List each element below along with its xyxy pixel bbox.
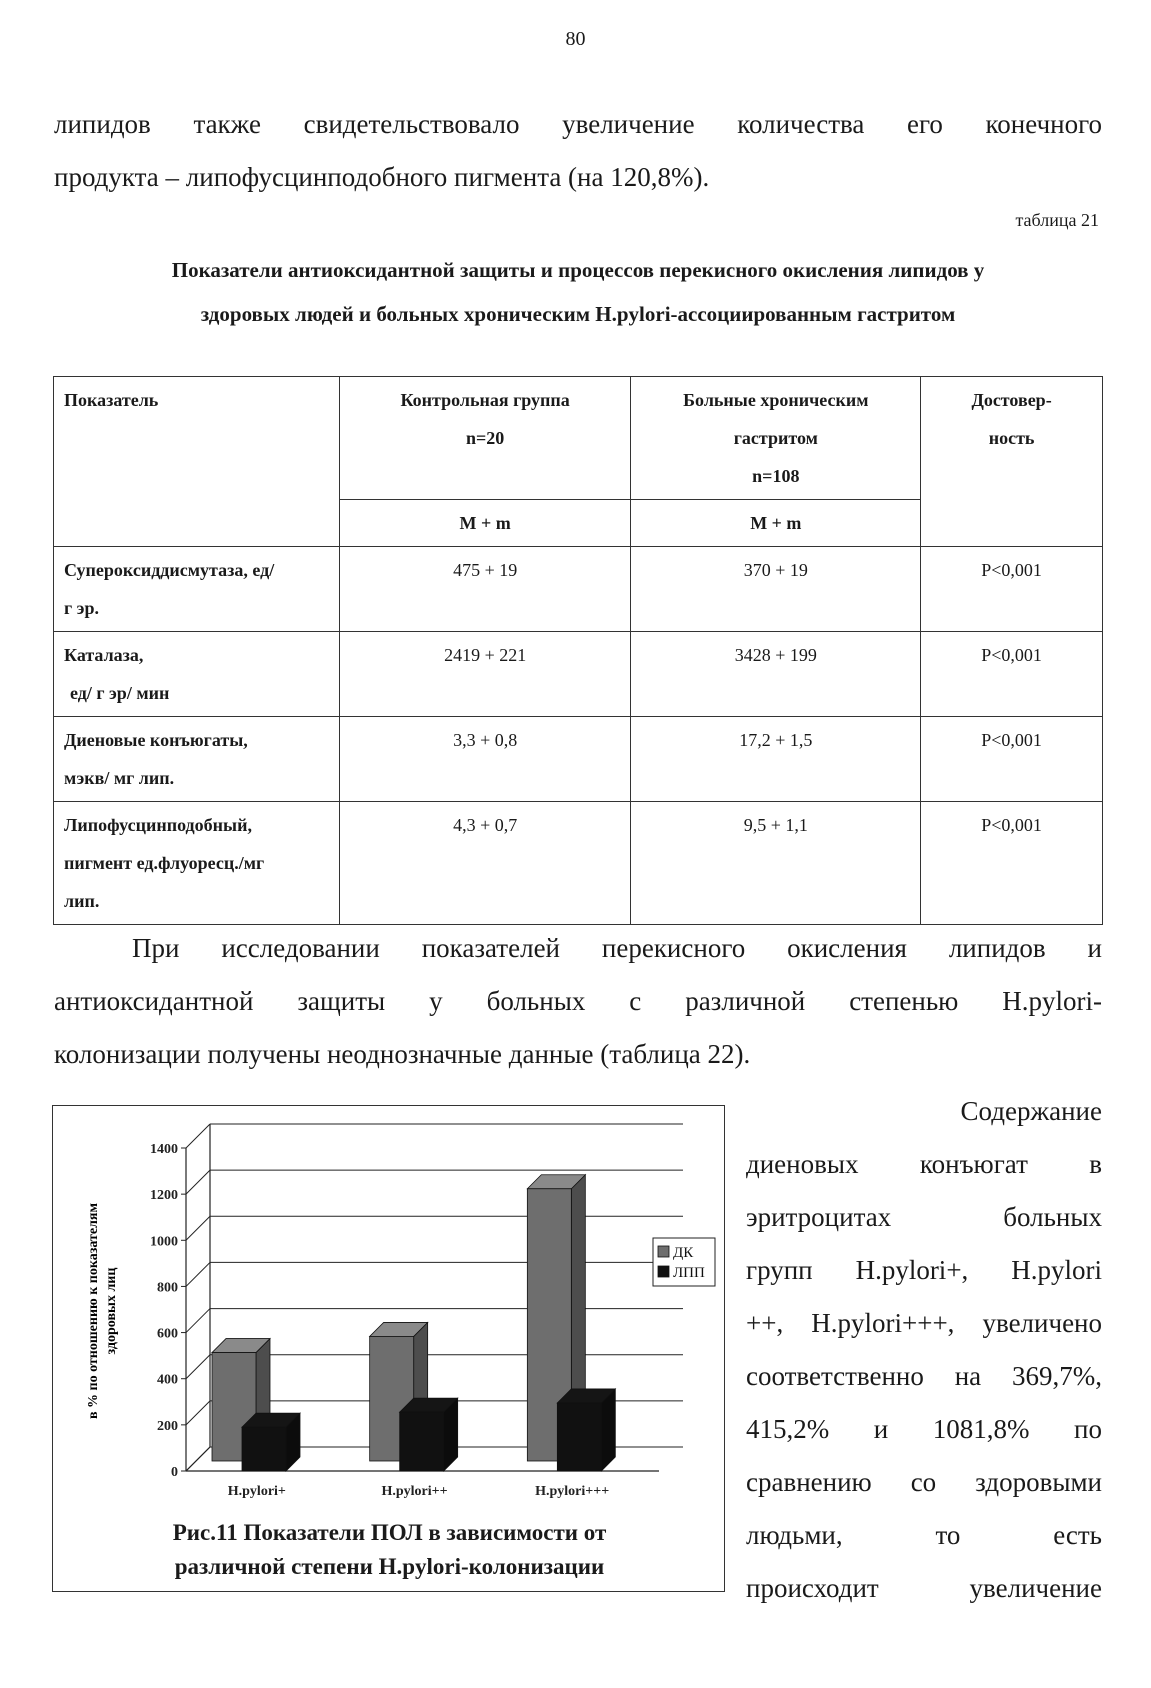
row-label: [54, 547, 340, 632]
header-line: n=108: [752, 466, 800, 486]
bar-chart: [53, 1106, 726, 1516]
legend-label: ЛПП: [673, 1265, 705, 1281]
table-row: [54, 717, 1103, 802]
cell-p: P<0,001: [921, 802, 1103, 925]
cell-control: 475 + 19: [339, 547, 631, 632]
cell-p: P<0,001: [921, 632, 1103, 717]
table-title: [54, 248, 1102, 336]
side-text-line: соответственно на 369,7%,: [746, 1361, 1102, 1391]
row-label-line: г эр.: [64, 598, 99, 618]
legend-label: ДК: [673, 1245, 694, 1261]
grid-depth-line: [186, 1447, 210, 1471]
x-category-label: H.pylori+: [227, 1484, 286, 1499]
table-title-line: здоровых людей и больных хроническим H.pylori-ассоциированным гастритом: [200, 302, 956, 326]
subheader-control: M + m: [339, 500, 631, 547]
data-table: [53, 376, 1103, 925]
header-line: Контрольная группа: [400, 390, 570, 410]
header-indicator: Показатель: [54, 377, 340, 547]
caption-line: Рис.11 Показатели ПОЛ в зависимости от: [172, 1520, 607, 1545]
cell-patients: 3428 + 199: [631, 632, 921, 717]
row-label-line: Супероксиддисмутаза, ед/: [64, 560, 275, 580]
cell-p: P<0,001: [921, 717, 1103, 802]
header-control: [339, 377, 631, 500]
grid-depth-line: [186, 1262, 210, 1286]
y-axis-label: в % по отношению к показателям: [86, 1202, 101, 1420]
y-tick-label: 400: [157, 1372, 178, 1388]
table-row: [54, 802, 1103, 925]
y-tick-label: 200: [157, 1418, 178, 1434]
grid-depth-line: [186, 1216, 210, 1240]
paragraph-line: колонизации получены неоднозначные данные (таблица 22).: [54, 1039, 751, 1069]
row-label-line: ед/ г эр/ мин: [70, 683, 170, 703]
side-text-line: групп H.pylori+, H.pylori: [746, 1255, 1102, 1285]
side-text-line: людьми, то есть: [746, 1520, 1102, 1550]
row-label-line: Каталаза,: [64, 645, 144, 665]
grid-depth-line: [186, 1355, 210, 1379]
header-line: гастритом: [733, 428, 818, 448]
x-category-label: H.pylori+++: [535, 1484, 610, 1499]
row-label-line: Диеновые конъюгаты,: [64, 730, 248, 750]
table-row: [54, 547, 1103, 632]
cell-patients: 370 + 19: [631, 547, 921, 632]
x-category-label: H.pylori++: [381, 1484, 448, 1499]
chart-legend: [653, 1238, 715, 1286]
side-text-line: эритроцитах больных: [746, 1202, 1102, 1232]
side-text-line: 415,2% и 1081,8% по: [746, 1414, 1102, 1444]
cell-patients: 17,2 + 1,5: [631, 717, 921, 802]
cell-control: 3,3 + 0,8: [339, 717, 631, 802]
table-title-line: Показатели антиоксидантной защиты и процессов перекисного окисления липидов у: [171, 258, 985, 282]
paragraph-line: При исследовании показателей перекисного окисления липидов и: [132, 933, 1102, 963]
chart-caption: [53, 1516, 726, 1584]
y-tick-label: 800: [157, 1280, 178, 1296]
side-text-line: ++, H.pylori+++, увеличено: [746, 1308, 1102, 1338]
table-label: таблица 21: [1015, 210, 1099, 230]
cell-p: P<0,001: [921, 547, 1103, 632]
header-line: n=20: [466, 428, 505, 448]
bar-ЛПП-H.pylori++: [400, 1398, 458, 1471]
paragraph-line: продукта – липофусцинподобного пигмента (на 120,8%).: [54, 162, 710, 192]
cell-control: 4,3 + 0,7: [339, 802, 631, 925]
header-line: Больные хроническим: [683, 390, 869, 410]
grid-depth-line: [186, 1309, 210, 1333]
side-text-line: диеновых конъюгат в: [746, 1149, 1102, 1179]
header-line: ность: [988, 428, 1035, 448]
cell-patients: 9,5 + 1,1: [631, 802, 921, 925]
y-axis-label: здоровых лиц: [104, 1267, 119, 1355]
subheader-patients: M + m: [631, 500, 921, 547]
page-number: 80: [565, 28, 586, 50]
paragraph-intro: [54, 98, 1102, 204]
row-label: [54, 802, 340, 925]
paragraph-line: антиоксидантной защиты у больных с различной степенью H.pylori-: [54, 986, 1102, 1016]
legend-swatch: [658, 1266, 669, 1277]
grid-depth-line: [186, 1124, 210, 1148]
row-label-line: лип.: [64, 891, 100, 911]
side-text-line: происходит увеличение: [746, 1573, 1102, 1603]
row-label-line: мэкв/ мг лип.: [64, 768, 175, 788]
side-text-line: Содержание: [960, 1096, 1102, 1126]
y-tick-label: 600: [157, 1326, 178, 1342]
paragraph-research: [54, 922, 1102, 1081]
cell-control: 2419 + 221: [339, 632, 631, 717]
grid-depth-line: [186, 1170, 210, 1194]
grid-depth-line: [186, 1401, 210, 1425]
y-tick-label: 1400: [150, 1142, 178, 1157]
table-row: [54, 632, 1103, 717]
header-significance: [921, 377, 1103, 547]
chart-figure: [52, 1105, 725, 1592]
legend-swatch: [658, 1246, 669, 1257]
y-tick-label: 0: [171, 1465, 178, 1480]
paragraph-line: липидов также свидетельствовало увеличение количества его конечного: [54, 109, 1102, 139]
y-tick-label: 1000: [150, 1234, 178, 1250]
row-label: [54, 717, 340, 802]
header-patients: [631, 377, 921, 500]
bar-ЛПП-H.pylori+++: [557, 1389, 615, 1471]
y-tick-label: 1200: [150, 1188, 178, 1204]
bar-ЛПП-H.pylori+: [242, 1413, 300, 1471]
caption-line: различной степени H.pylori-колонизации: [174, 1554, 605, 1579]
row-label-line: Липофусцинподобный,: [64, 815, 252, 835]
row-label: [54, 632, 340, 717]
side-text-line: сравнению со здоровыми: [746, 1467, 1102, 1497]
header-line: Достовер-: [971, 390, 1052, 410]
row-label-line: пигмент ед.флуоресц./мг: [64, 853, 265, 873]
table-header-row: [54, 377, 1103, 500]
